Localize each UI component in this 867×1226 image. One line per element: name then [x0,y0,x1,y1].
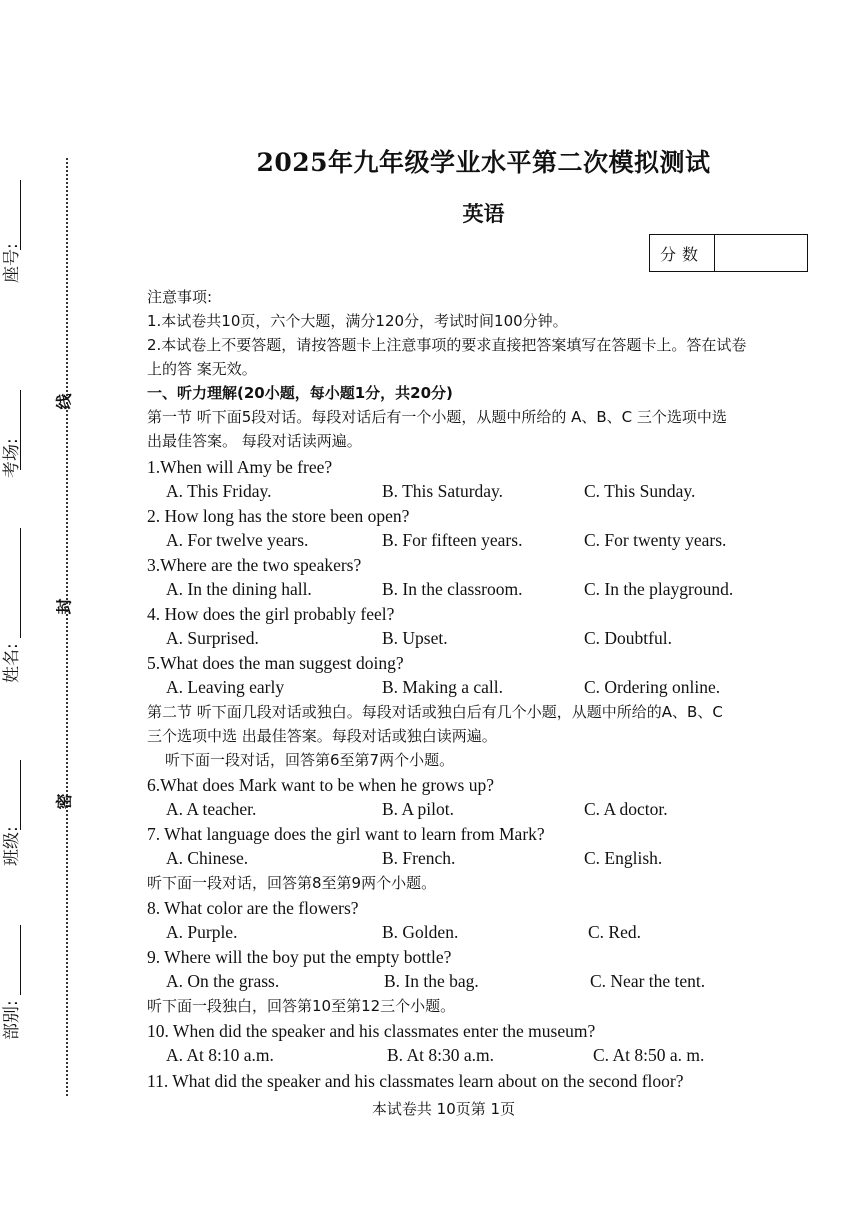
q5-option-a: A. Leaving early [166,677,285,697]
section-1-title: 一、听力理解(20小题，每小题1分，共20分) [147,384,453,402]
name-field[interactable] [20,528,21,638]
part-2-instruction-cont: 三个选项中选 出最佳答案。每段对话或独白读两遍。 [147,727,497,745]
q10-option-b: B. At 8:30 a.m. [387,1045,494,1065]
name-label: 姓名: [2,643,22,683]
exam-room-label: 考场: [2,438,22,478]
q7-option-a: A. Chinese. [166,848,249,868]
instruction-q10-12: 听下面一段独白，回答第10至第12三个小题。 [147,997,456,1015]
question-10: 10. When did the speaker and his classmates enter the museum? [147,1021,596,1041]
question-4: 4. How does the girl probably feel? [147,604,395,624]
q8-option-b: B. Golden. [382,922,459,942]
instruction-q8-9: 听下面一段对话，回答第8至第9两个小题。 [147,874,437,892]
question-9: 9. Where will the boy put the empty bottle? [147,947,452,967]
q1-option-c: C. This Sunday. [584,481,696,501]
score-label: 分数 [650,235,715,271]
department-field[interactable] [20,925,21,995]
question-11: 11. What did the speaker and his classmates learn about on the second floor? [147,1071,684,1091]
question-5: 5.What does the man suggest doing? [147,653,404,673]
q2-option-b: B. For fifteen years. [382,530,523,550]
page-footer: 本试卷共 10页第 1页 [371,1100,516,1118]
question-1: 1.When will Amy be free? [147,457,333,477]
question-3: 3.Where are the two speakers? [147,555,362,575]
q9-option-a: A. On the grass. [166,971,280,991]
part-1-instruction-cont: 出最佳答案。 每段对话读两遍。 [147,432,362,450]
seal-mark: 封 [54,598,74,615]
notice-heading: 注意事项: [147,288,213,306]
q5-option-b: B. Making a call. [382,677,504,697]
score-box [649,234,808,272]
q4-option-a: A. Surprised. [166,628,259,648]
q2-option-a: A. For twelve years. [166,530,309,550]
q7-option-b: B. French. [382,848,456,868]
q2-option-c: C. For twenty years. [584,530,727,550]
part-1-instruction: 第一节 听下面5段对话。每段对话后有一个小题，从题中所给的 A、B、C 三个选项中选 [147,408,727,426]
q4-option-c: C. Doubtful. [584,628,672,648]
q3-option-b: B. In the classroom. [382,579,523,599]
q10-option-a: A. At 8:10 a.m. [166,1045,274,1065]
q1-option-b: B. This Saturday. [382,481,504,501]
q7-option-c: C. English. [584,848,663,868]
q10-option-c: C. At 8:50 a. m. [593,1045,705,1065]
subject-title: 英语 [462,202,505,226]
seat-number-label: 座号: [2,243,22,283]
q9-option-c: C. Near the tent. [590,971,706,991]
notice-item-2-cont: 上的答 案无效。 [147,360,257,378]
exam-title: 2025年九年级学业水平第二次模拟测试 [256,148,711,177]
seal-line-mark: 线 [54,393,74,410]
notice-item-1: 1.本试卷共10页，六个大题，满分120分，考试时间100分钟。 [147,312,568,330]
q6-option-b: B. A pilot. [382,799,454,819]
exam-room-field[interactable] [20,390,21,470]
department-label: 部别: [2,1000,22,1040]
q5-option-c: C. Ordering online. [584,677,721,697]
instruction-q6-7: 听下面一段对话，回答第6至第7两个小题。 [165,751,455,769]
q3-option-c: C. In the playground. [584,579,734,599]
q1-option-a: A. This Friday. [166,481,272,501]
notice-item-2: 2.本试卷上不要答题，请按答题卡上注意事项的要求直接把答案填写在答题卡上。答在试卷 [147,336,747,354]
q3-option-a: A. In the dining hall. [166,579,312,599]
q8-option-a: A. Purple. [166,922,238,942]
class-label: 班级: [2,826,22,866]
question-8: 8. What color are the flowers? [147,898,359,918]
q4-option-b: B. Upset. [382,628,448,648]
question-6: 6.What does Mark want to be when he grows up? [147,775,494,795]
q9-option-b: B. In the bag. [384,971,479,991]
q6-option-a: A. A teacher. [166,799,257,819]
q6-option-c: C. A doctor. [584,799,668,819]
score-field[interactable] [715,235,807,271]
q8-option-c: C. Red. [588,922,641,942]
secret-mark: 密 [54,793,74,810]
class-field[interactable] [20,760,21,830]
binding-dotted-line [66,158,68,1096]
question-2: 2. How long has the store been open? [147,506,410,526]
question-7: 7. What language does the girl want to learn from Mark? [147,824,545,844]
part-2-instruction: 第二节 听下面几段对话或独白。每段对话或独白后有几个小题，从题中所给的A、B、C [147,703,723,721]
